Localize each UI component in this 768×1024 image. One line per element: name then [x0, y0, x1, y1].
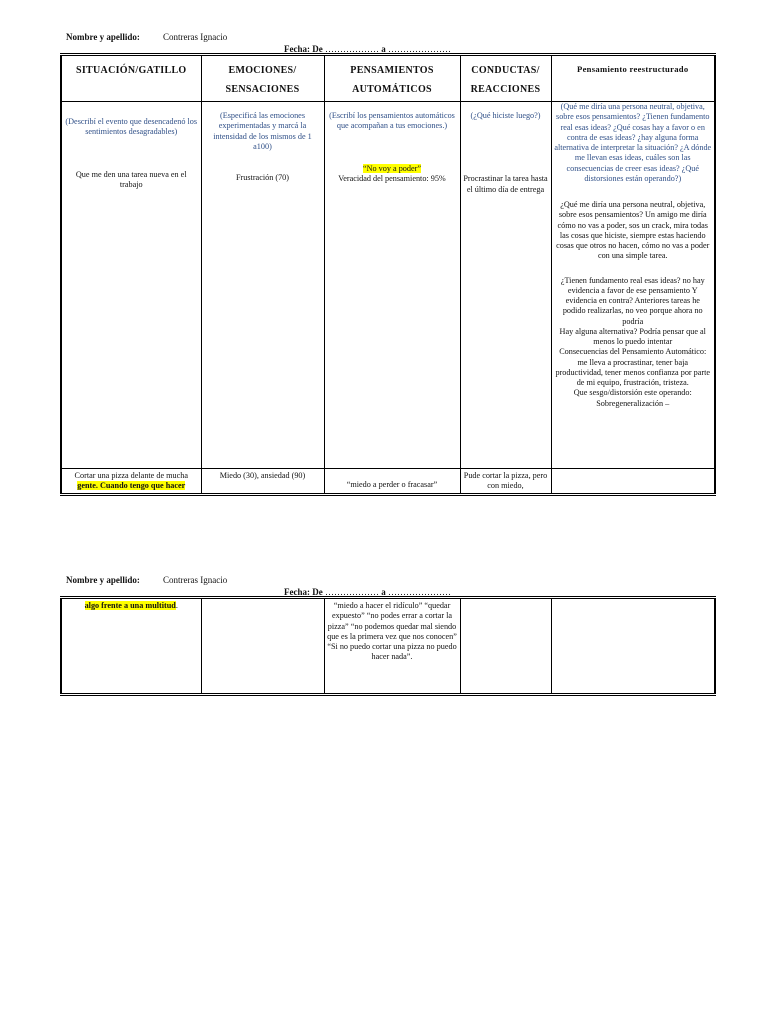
col-header-emotions: EMOCIONES/ SENSACIONES	[201, 55, 324, 102]
date-to-blank: …………………	[385, 44, 451, 54]
header-row	[61, 55, 715, 102]
thought-record-table-p2	[60, 596, 716, 696]
behavior-text: Procrastinar la tarea hasta el último día de entrega	[463, 174, 548, 194]
reframe-cell-cont	[551, 598, 715, 695]
reframe-evidence: ¿Tienen fundamento real esas ideas? no hay evidencia a favor de ese pensamiento Y evidencia en contra? Anteriores tareas he podido realizarlas, no veo porque ahora no podría	[560, 275, 705, 326]
col-header-thoughts: PENSAMIENTOS AUTOMÁTICOS	[324, 55, 460, 102]
date-label: Fecha: De	[284, 44, 323, 54]
name-value: Contreras Ignacio	[163, 32, 228, 42]
behavior-text-2: Pude cortar la pizza, pero con miedo,	[463, 471, 548, 491]
situation-cell	[61, 102, 201, 469]
reframe-cell	[551, 102, 715, 469]
entry-row-2-continued	[61, 598, 715, 695]
situation-text-2: Cortar una pizza delante de mucha	[74, 471, 188, 480]
entry-row-2	[61, 469, 715, 495]
reframe-cell-2	[551, 469, 715, 495]
entry-row-1	[61, 102, 715, 469]
date-to-label-p2: a	[381, 587, 386, 597]
date-to-label: a	[381, 44, 386, 54]
thought-veracity: Veracidad del pensamiento: 95%	[338, 173, 446, 183]
thought-cell	[324, 102, 460, 469]
emotion-cell-cont	[201, 598, 324, 695]
situation-highlight-2: gente. Cuando tengo que hacer	[77, 481, 186, 491]
col-header-situation: SITUACIÓN/GATILLO	[61, 55, 201, 102]
behavior-cell-2	[460, 469, 551, 495]
instruction-behavior: (¿Qué hiciste luego?)	[470, 111, 541, 120]
date-from-blank-p2: ………………	[322, 587, 382, 597]
thought-text-2: “miedo a perder o fracasar”	[346, 480, 438, 489]
emotion-cell-2	[201, 469, 324, 495]
col-header-reframe: Pensamiento reestructurado	[551, 55, 715, 102]
reframe-neutral: ¿Qué me diría una persona neutral, objetiva, sobre esos pensamientos? Un amigo me diría cómo no vas a poder, sos un crack, mira todas las cosas que hiciste, siempre estas haciendo cosas que otros no hacen, cómo no vas a poder con una simple tarea.	[556, 200, 710, 261]
thought-text	[327, 164, 458, 174]
thought-record-table	[60, 53, 716, 496]
name-value-p2: Contreras Ignacio	[163, 575, 228, 585]
date-to-blank-p2: …………………	[385, 587, 451, 597]
situation-text: Que me den una tarea nueva en el trabajo	[75, 169, 187, 189]
reframe-distortion: Que sesgo/distorsión este operando: Sobregeneralización –	[573, 388, 692, 408]
situation-cell-cont	[61, 598, 201, 695]
behavior-cell-cont	[460, 598, 551, 695]
thought-cell-2	[324, 469, 460, 495]
name-label-p2: Nombre y apellido:	[66, 575, 140, 585]
thought-cell-cont	[324, 598, 460, 695]
instruction-thoughts: (Escribí los pensamientos automáticos que acompañan a tus emociones.)	[329, 111, 455, 131]
situation-tail-cont: .	[175, 601, 178, 610]
thought-text-cont: “miedo a hacer el ridículo” “quedar expuesto” “no podes errar a cortar la pizza” “no podemos quedar mal siendo que es la primera vez que nos conocen” “Si no puedo cortar una pizza no puedo hacer nada”.	[327, 601, 457, 662]
reframe-alternative: Hay alguna alternativa? Podría pensar que al menos lo puedo intentar	[559, 326, 706, 346]
name-label: Nombre y apellido:	[66, 32, 140, 42]
date-from-blank: ………………	[322, 44, 382, 54]
instruction-situation: (Describí el evento que desencadenó los sentimientos desagradables)	[65, 117, 198, 137]
emotion-text: Frustración (70)	[236, 173, 289, 182]
instruction-emotions: (Especificá las emociones experimentadas y marcá la intensidad de los mismos de 1 a100)	[213, 111, 312, 151]
behavior-cell	[460, 102, 551, 469]
thought-highlight: “No voy a poder”	[363, 163, 421, 173]
date-label-p2: Fecha: De	[284, 587, 323, 597]
situation-cell-2	[61, 469, 201, 495]
emotion-text-2: Miedo (30), ansiedad (90)	[219, 471, 306, 480]
reframe-consequences: Consecuencias del Pensamiento Automático: me lleva a procrastinar, tener baja productividad, tener menos confianza por parte de mi equipo, frustración, tristeza.	[555, 347, 711, 387]
instruction-reframe: (Qué me diría una persona neutral, objetiva, sobre esos pensamientos? ¿Tienen fundamento real esas ideas? ¿Qué cosas hay a favor o en contra de esas ideas? ¿hay alguna forma alternativa de interpretar la situación? ¿A dónde me llevan esas ideas, cuáles son las consecuencias de creer esas ideas? ¿Qué distorsiones están operando?)	[554, 102, 712, 183]
col-header-behaviors: CONDUCTAS/ REACCIONES	[460, 55, 551, 102]
emotion-cell	[201, 102, 324, 469]
situation-highlight-cont: algo frente a una multitud	[84, 601, 176, 610]
